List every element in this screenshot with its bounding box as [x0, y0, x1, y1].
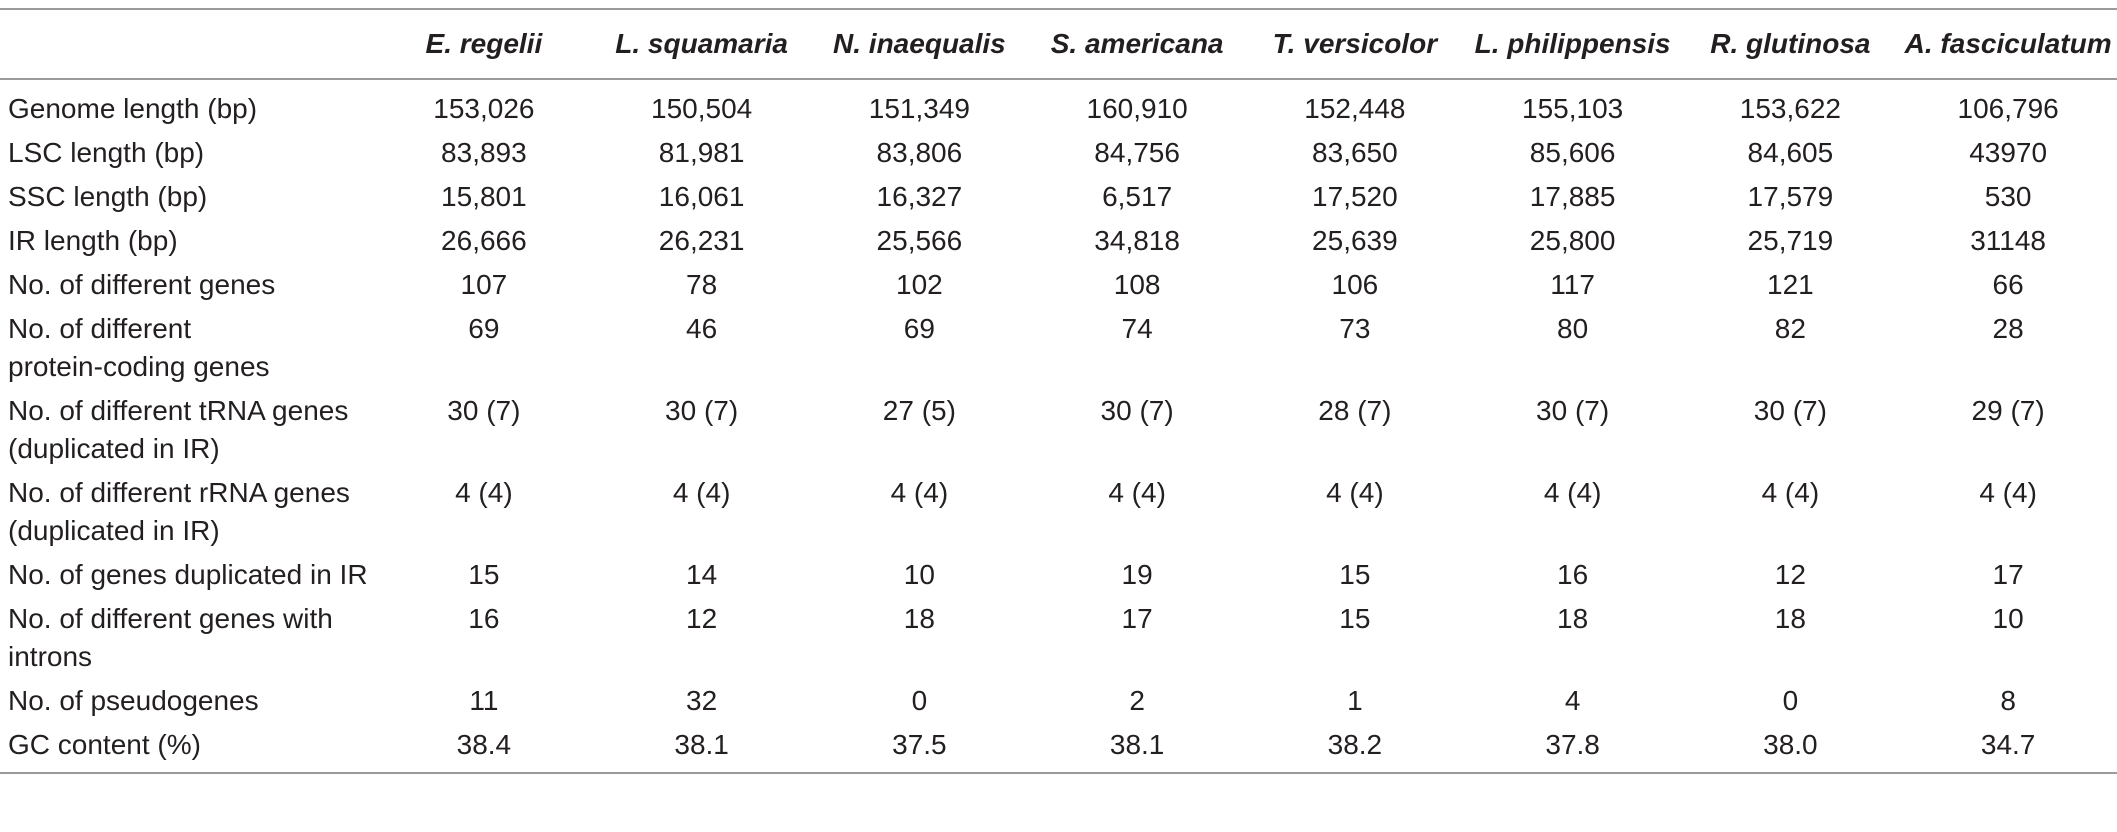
table-cell: 78	[686, 269, 718, 300]
table-cell: 4 (4)	[1108, 477, 1166, 508]
table-cell: 106,796	[1957, 93, 2059, 124]
table-cell: 69	[468, 313, 500, 344]
header-row	[0, 9, 2117, 79]
table-cell: 34.7	[1980, 729, 2036, 760]
row-label-line: protein-coding genes	[8, 351, 270, 382]
row-label-line: No. of different rRNA genes	[8, 477, 350, 508]
table-cell: 25,639	[1312, 225, 1398, 256]
table-cell: 17,885	[1529, 181, 1616, 212]
table-cell: 17	[1121, 603, 1153, 634]
table-cell: 16	[468, 603, 500, 634]
table-cell: 10	[1992, 603, 2024, 634]
table-cell: 27 (5)	[882, 395, 956, 426]
table-cell: 4 (4)	[455, 477, 513, 508]
row-label-line: (duplicated in IR)	[8, 515, 220, 546]
table-cell: 85,606	[1529, 137, 1616, 168]
table-cell: 38.1	[674, 729, 729, 760]
table-cell: 0	[911, 685, 928, 716]
table-cell: 38.2	[1327, 729, 1383, 760]
table-cell: 30 (7)	[1100, 395, 1174, 426]
table-cell: 15	[1339, 559, 1371, 590]
table-cell: 18	[903, 603, 935, 634]
table-cell: 152,448	[1304, 93, 1406, 124]
table-cell: 38.4	[456, 729, 512, 760]
row-label	[0, 131, 375, 175]
table-cell: 25,719	[1747, 225, 1834, 256]
table-cell: 82	[1774, 313, 1806, 344]
table-cell: 16,327	[876, 181, 963, 212]
table-row	[0, 723, 2117, 773]
table-row	[0, 679, 2117, 723]
table-cell: 17,579	[1747, 181, 1834, 212]
header-species-1: L. squamaria	[615, 28, 788, 59]
row-label	[0, 471, 375, 553]
table-cell: 30 (7)	[447, 395, 521, 426]
header-species-0: E. regelii	[425, 28, 543, 59]
table-cell: 73	[1339, 313, 1371, 344]
table-cell: 150,504	[651, 93, 753, 124]
header-species-2: N. inaequalis	[833, 28, 1006, 59]
table-row	[0, 307, 2117, 389]
table-cell: 12	[1774, 559, 1806, 590]
table-cell: 14	[686, 559, 718, 590]
row-label-line: No. of pseudogenes	[8, 685, 259, 716]
table-row	[0, 219, 2117, 263]
row-label	[0, 263, 375, 307]
table-cell: 17	[1992, 559, 2024, 590]
plastome-comparison-table	[0, 8, 2117, 774]
table-cell: 117	[1550, 269, 1595, 300]
table-cell: 12	[686, 603, 718, 634]
row-label	[0, 597, 375, 679]
table-cell: 4 (4)	[1761, 477, 1820, 508]
table-cell: 28	[1992, 313, 2024, 344]
table-cell: 38.0	[1763, 729, 1818, 760]
table-cell: 83,650	[1312, 137, 1398, 168]
table-cell: 83,806	[876, 137, 963, 168]
table-cell: 153,622	[1739, 93, 1841, 124]
table-cell: 29 (7)	[1971, 395, 2045, 426]
table-cell: 18	[1557, 603, 1589, 634]
table-cell: 43970	[1969, 137, 2048, 168]
row-label	[0, 307, 375, 389]
table-cell: 30 (7)	[665, 395, 739, 426]
table-cell: 26,231	[658, 225, 745, 256]
table-row	[0, 131, 2117, 175]
table-cell: 81,981	[658, 137, 745, 168]
table-cell: 37.8	[1545, 729, 1600, 760]
table-cell: 1	[1347, 685, 1363, 716]
table-cell: 18	[1774, 603, 1806, 634]
row-label-line: LSC length (bp)	[8, 137, 205, 168]
table-cell: 32	[686, 685, 718, 716]
table-cell: 38.1	[1109, 729, 1165, 760]
table-row	[0, 79, 2117, 131]
table-row	[0, 597, 2117, 679]
table-row	[0, 175, 2117, 219]
row-label-line: No. of different genes	[8, 269, 276, 300]
row-label	[0, 389, 375, 471]
table-cell: 26,666	[441, 225, 527, 256]
table-cell: 4 (4)	[1543, 477, 1602, 508]
table-cell: 153,026	[433, 93, 535, 124]
table-row	[0, 471, 2117, 553]
row-label-line: Genome length (bp)	[8, 93, 258, 124]
table-cell: 4 (4)	[672, 477, 731, 508]
table-cell: 160,910	[1086, 93, 1188, 124]
table-cell: 155,103	[1522, 93, 1624, 124]
table-cell: 31148	[1970, 225, 2047, 256]
row-label-line: No. of different tRNA genes	[8, 395, 349, 426]
table-cell: 16,061	[658, 181, 745, 212]
table-cell: 530	[1984, 181, 2032, 212]
table-cell: 28 (7)	[1318, 395, 1392, 426]
table-cell: 108	[1113, 269, 1161, 300]
table-cell: 25,566	[876, 225, 963, 256]
table-cell: 15	[468, 559, 500, 590]
header-species-6: R. glutinosa	[1710, 28, 1871, 59]
table-cell: 30 (7)	[1536, 395, 1610, 426]
row-label-line: No. of different genes with	[8, 603, 333, 634]
table-header	[0, 9, 2117, 79]
row-label-line: (duplicated in IR)	[8, 433, 220, 464]
table-cell: 34,818	[1094, 225, 1180, 256]
table-cell: 66	[1992, 269, 2024, 300]
table-cell: 30 (7)	[1753, 395, 1827, 426]
header-species-7: A. fasciculatum	[1904, 28, 2112, 59]
table-cell: 69	[903, 313, 935, 344]
table-cell: 107	[460, 269, 508, 300]
table-cell: 106	[1331, 269, 1379, 300]
row-label	[0, 553, 375, 597]
row-label	[0, 175, 375, 219]
row-label-line: No. of genes duplicated in IR	[8, 559, 368, 590]
table-cell: 4 (4)	[1979, 477, 2037, 508]
row-label-line: GC content (%)	[8, 729, 201, 760]
table-cell: 4	[1564, 685, 1581, 716]
table-cell: 15,801	[441, 181, 527, 212]
table-cell: 19	[1121, 559, 1153, 590]
table-row	[0, 263, 2117, 307]
header-species-4: T. versicolor	[1272, 28, 1438, 59]
table-row	[0, 389, 2117, 471]
table-cell: 16	[1557, 559, 1589, 590]
row-label-line: IR length (bp)	[8, 225, 178, 256]
table-cell: 74	[1121, 313, 1153, 344]
table-body	[0, 79, 2117, 773]
header-label-cell	[0, 9, 375, 79]
table-cell: 8	[2000, 685, 2016, 716]
table-cell: 4 (4)	[890, 477, 949, 508]
table-cell: 80	[1557, 313, 1589, 344]
table-cell: 84,605	[1747, 137, 1834, 168]
row-label-line: introns	[8, 641, 93, 672]
header-species-5: L. philippensis	[1474, 28, 1671, 59]
table-cell: 37.5	[892, 729, 947, 760]
table-cell: 25,800	[1529, 225, 1616, 256]
header-species-3: S. americana	[1050, 28, 1224, 59]
table-cell: 84,756	[1094, 137, 1180, 168]
table-cell: 4 (4)	[1326, 477, 1384, 508]
table-cell: 0	[1782, 685, 1799, 716]
row-label	[0, 679, 375, 723]
table-cell: 102	[896, 269, 943, 300]
table-cell: 151,349	[868, 93, 970, 124]
row-label	[0, 219, 375, 263]
row-label-line: No. of different	[8, 313, 192, 344]
table-cell: 46	[686, 313, 718, 344]
table-cell: 17,520	[1312, 181, 1398, 212]
row-label	[0, 723, 375, 773]
table-cell: 83,893	[441, 137, 527, 168]
row-label	[0, 79, 375, 131]
table-cell: 10	[903, 559, 935, 590]
table-cell: 2	[1129, 685, 1145, 716]
table-row	[0, 553, 2117, 597]
table-cell: 15	[1339, 603, 1371, 634]
table-cell: 11	[469, 685, 499, 716]
table-cell: 121	[1767, 269, 1814, 300]
row-label-line: SSC length (bp)	[8, 181, 208, 212]
table-cell: 6,517	[1102, 181, 1173, 212]
